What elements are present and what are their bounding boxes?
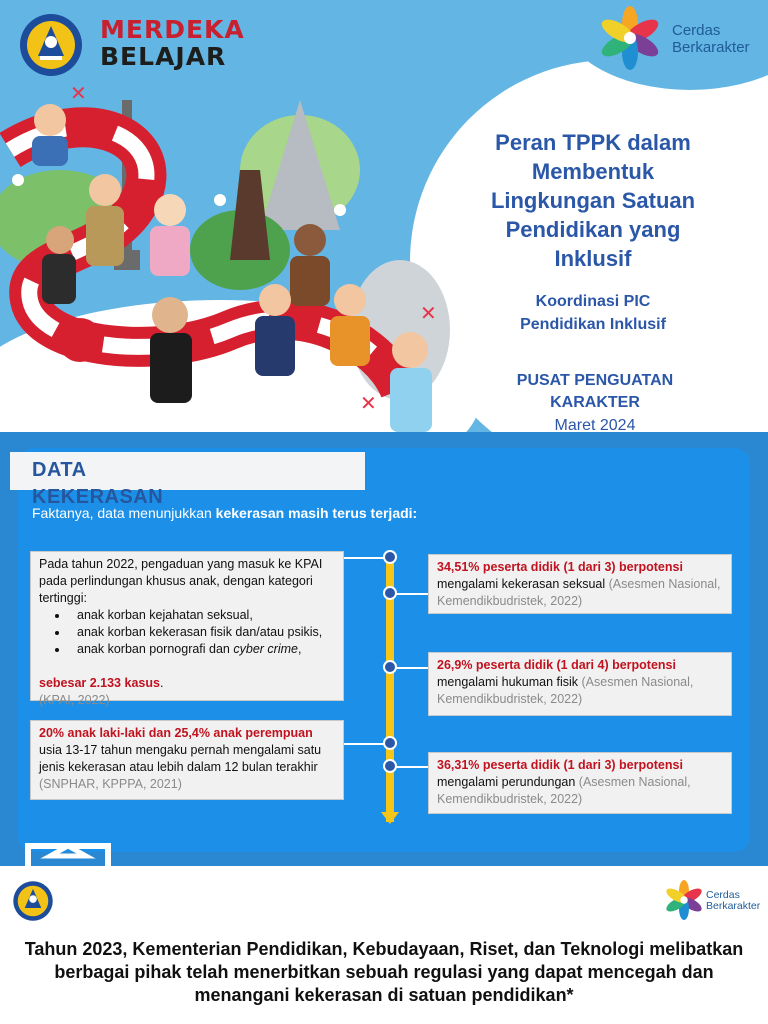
timeline-dot bbox=[383, 586, 397, 600]
tut-wuri-handayani-logo bbox=[18, 12, 84, 78]
body-text: mengalami perundungan bbox=[437, 775, 579, 789]
highlight-text: 36,31% peserta didik (1 dari 3) berpotensi bbox=[437, 758, 683, 772]
list-item-end: , bbox=[297, 642, 302, 656]
org-line: PUSAT PENGUATAN bbox=[516, 372, 674, 389]
list-item-text: anak korban pornografi dan bbox=[77, 642, 234, 656]
intro-bold: kekerasan masih terus terjadi: bbox=[215, 505, 418, 521]
source-text: (KPAI, 2022) bbox=[39, 693, 110, 707]
list-item bbox=[69, 641, 335, 658]
svg-text:✕: ✕ bbox=[360, 391, 377, 415]
heading-line-2: KEKERASAN bbox=[32, 486, 164, 508]
timeline-dot bbox=[383, 736, 397, 750]
intro-plain: Faktanya, data menunjukkan bbox=[32, 505, 216, 521]
list-item: • anak korban kekerasan fisik dan/atau psikis, bbox=[69, 624, 335, 641]
organization-name bbox=[496, 370, 694, 414]
svg-text:✕: ✕ bbox=[420, 301, 437, 325]
highlight-end: . bbox=[159, 676, 164, 690]
diverse-students-illustration bbox=[0, 80, 480, 432]
org-line: KARAKTER bbox=[550, 394, 640, 411]
title-line: Membentuk bbox=[531, 159, 655, 184]
decorative-shape bbox=[20, 836, 120, 866]
body-text: mengalami kekerasan seksual bbox=[437, 577, 609, 591]
source-text: (Asesmen Nasional, Kemendikbudristek, 2022) bbox=[437, 675, 694, 706]
regulation-slide bbox=[0, 866, 768, 1024]
title-line: Inklusif bbox=[554, 246, 632, 271]
highlight-text: sebesar 2.133 kasus bbox=[39, 676, 160, 690]
source-text: (SNPHAR, KPPPA, 2021) bbox=[39, 777, 182, 791]
timeline-arrow-icon bbox=[381, 812, 399, 824]
title-line: Pendidikan yang bbox=[505, 217, 681, 242]
box-body bbox=[437, 774, 723, 808]
heading-line-1: DATA bbox=[32, 459, 87, 481]
presentation-subtitle bbox=[480, 290, 706, 336]
presentation-date: Maret 2024 bbox=[554, 417, 636, 432]
brand-line-2: BELAJAR bbox=[100, 42, 227, 71]
source-text: (Asesmen Nasional, Kemendikbudristek, 2022) bbox=[437, 577, 721, 608]
case-count bbox=[39, 675, 335, 692]
timeline-dot bbox=[383, 759, 397, 773]
cerdas-berkarakter-flower-icon bbox=[598, 6, 662, 70]
cerdas-berkarakter-flower-icon bbox=[664, 880, 704, 920]
highlight-text: 20% anak laki-laki dan 25,4% anak perempuan bbox=[39, 726, 313, 740]
bullying-stat-box bbox=[428, 752, 732, 814]
highlight-text: 26,9% peserta didik (1 dari 4) berpotensi bbox=[437, 658, 676, 672]
cerdas-berkarakter-wordmark bbox=[706, 890, 760, 912]
wordmark-line-2: Berkarakter bbox=[672, 39, 750, 56]
sexual-violence-stat-box bbox=[428, 554, 732, 614]
wordmark-line-2: Berkarakter bbox=[706, 900, 761, 912]
box-intro: Pada tahun 2022, pengaduan yang masuk ke KPAI pada perlindungan khusus anak, dengan kategori tertinggi: bbox=[39, 557, 323, 605]
intro-text bbox=[32, 505, 417, 521]
timeline-dot bbox=[383, 550, 397, 564]
subtitle-line: Pendidikan Inklusif bbox=[520, 316, 666, 333]
kpai-complaints-box bbox=[30, 551, 344, 707]
title-line: Lingkungan Satuan bbox=[490, 188, 696, 213]
connector-line bbox=[344, 743, 388, 745]
body-text: mengalami hukuman fisik bbox=[437, 675, 582, 689]
wordmark-line-1: Cerdas bbox=[706, 889, 740, 901]
timeline-dot bbox=[383, 660, 397, 674]
connector-line bbox=[344, 557, 388, 559]
tut-wuri-handayani-logo bbox=[12, 880, 54, 922]
title-line: Peran TPPK dalam bbox=[495, 130, 691, 155]
merdeka-belajar-logo bbox=[100, 16, 245, 70]
snphar-survey-box bbox=[30, 720, 344, 800]
presentation-title bbox=[462, 128, 724, 273]
box-body: usia 13-17 tahun mengaku pernah mengalami satu jenis kekerasan atau lebih dalam 12 bulan terakhir bbox=[39, 743, 322, 774]
regulation-statement: Tahun 2023, Kementerian Pendidikan, Kebudayaan, Riset, dan Teknologi melibatkan berbagai pihak telah menerbitkan sebuah regulasi yang dapat mencegah dan menangani kekerasan di satuan pendidikan* bbox=[24, 939, 744, 1005]
highlight-text: 34,51% peserta didik (1 dari 3) berpotensi bbox=[437, 560, 683, 574]
box-body bbox=[437, 576, 723, 610]
box-body bbox=[437, 674, 723, 708]
wordmark-line-1: Cerdas bbox=[672, 22, 721, 39]
brand-line-1: MERDEKA bbox=[100, 15, 245, 44]
svg-text:✕: ✕ bbox=[70, 81, 87, 105]
violence-data-slide bbox=[0, 432, 768, 866]
cerdas-berkarakter-wordmark bbox=[672, 22, 750, 56]
source-text: (Asesmen Nasional, Kemendikbudristek, 2022) bbox=[437, 775, 691, 806]
list-item-italic: cyber crime bbox=[233, 642, 298, 656]
list-item: • anak korban kejahatan seksual, bbox=[69, 607, 335, 624]
cover-slide bbox=[0, 0, 768, 432]
category-list bbox=[69, 607, 335, 658]
slide-heading bbox=[32, 457, 164, 508]
physical-punishment-stat-box bbox=[428, 652, 732, 716]
subtitle-line: Koordinasi PIC bbox=[535, 293, 651, 310]
